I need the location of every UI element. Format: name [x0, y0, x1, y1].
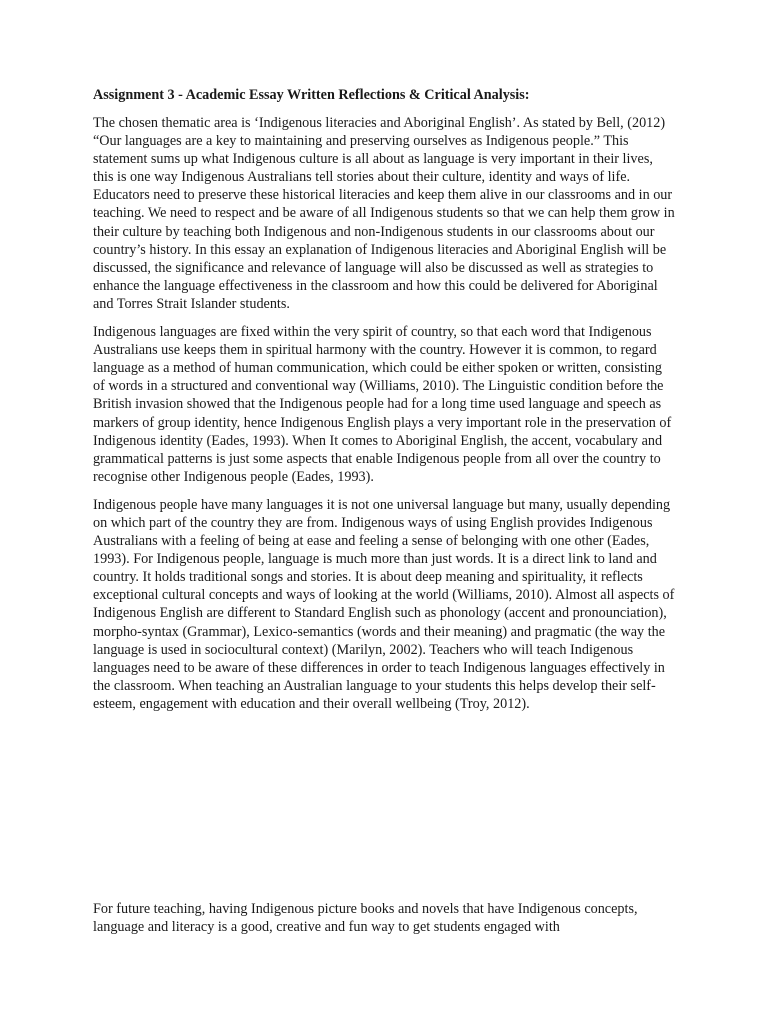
paragraph-indigenous-languages: Indigenous languages are fixed within the very spirit of country, so that each word that Indigenous Australians use keeps them in spiritual harmony with the country. However it is common, to regard language as a method of human communication, which could be either spoken or written, consisting of words in a structured and conventional way (Williams, 2010). The Linguistic condition before the British invasion showed that the Indigenous people had for a long time used language and speech as markers of group identity, hence Indigenous English plays a very important role in the preservation of Indigenous identity (Eades, 1993). When It comes to Aboriginal English, the accent, vocabulary and grammatical patterns is just some aspects that enable Indigenous people from all over the country to recognise other Indigenous people (Eades, 1993). [93, 324, 672, 485]
paragraph-many-languages: Indigenous people have many languages it is not one universal language but many, usually depending on which part of the country they are from. Indigenous ways of using English provides Indigenous Australians with a feeling of being at ease and feeling a sense of belonging with one other (Eades, 1993). For Indigenous people, language is much more than just words. It is a direct link to land and country. It holds traditional songs and stories. It is about deep meaning and spirituality, it reflects exceptional cultural concepts and ways of looking at the world (Williams, 2010). Almost all aspects of Indigenous English are different to Standard English such as phonology (accent and pronounciation), morpho-syntax (Grammar), Lexico-semantics (words and their meaning) and pragmatic (the way the language is used in sociocultural context) (Marilyn, 2002). Teachers who will teach Indigenous languages need to be aware of these differences in order to teach Indigenous languages effectively in the classroom. When teaching an Australian language to your students this helps develop their self-esteem, engagement with education and their overall wellbeing (Troy, 2012). [93, 496, 675, 712]
document-title: Assignment 3 - Academic Essay Written Reflections & Critical Analysis: [93, 87, 530, 103]
document-body [93, 86, 675, 723]
paragraph-intro: The chosen thematic area is ‘Indigenous literacies and Aboriginal English’. As stated by Bell, (2012) “Our languages are a key to maintaining and preserving ourselves as Indigenous people.” This statement sums up what Indigenous culture is all about as language is very important in their lives, this is one way Indigenous Australians tell stories about their culture, identity and ways of life. Educators need to preserve these historical literacies and keep them alive in our classrooms and in our teaching. We need to respect and be aware of all Indigenous students so that we can help them grow in their culture by teaching both Indigenous and non-Indigenous students in our classrooms about our country’s history. In this essay an explanation of Indigenous literacies and Aboriginal English will be discussed, the significance and relevance of language will also be discussed as well as strategies to enhance the language effectiveness in the classroom and how this could be delivered for Aboriginal and Torres Strait Islander students. [93, 115, 675, 312]
paragraph-future-teaching: For future teaching, having Indigenous picture books and novels that have Indigenous concepts, language and literacy is a good, creative and fun way to get students engaged with [93, 901, 638, 936]
